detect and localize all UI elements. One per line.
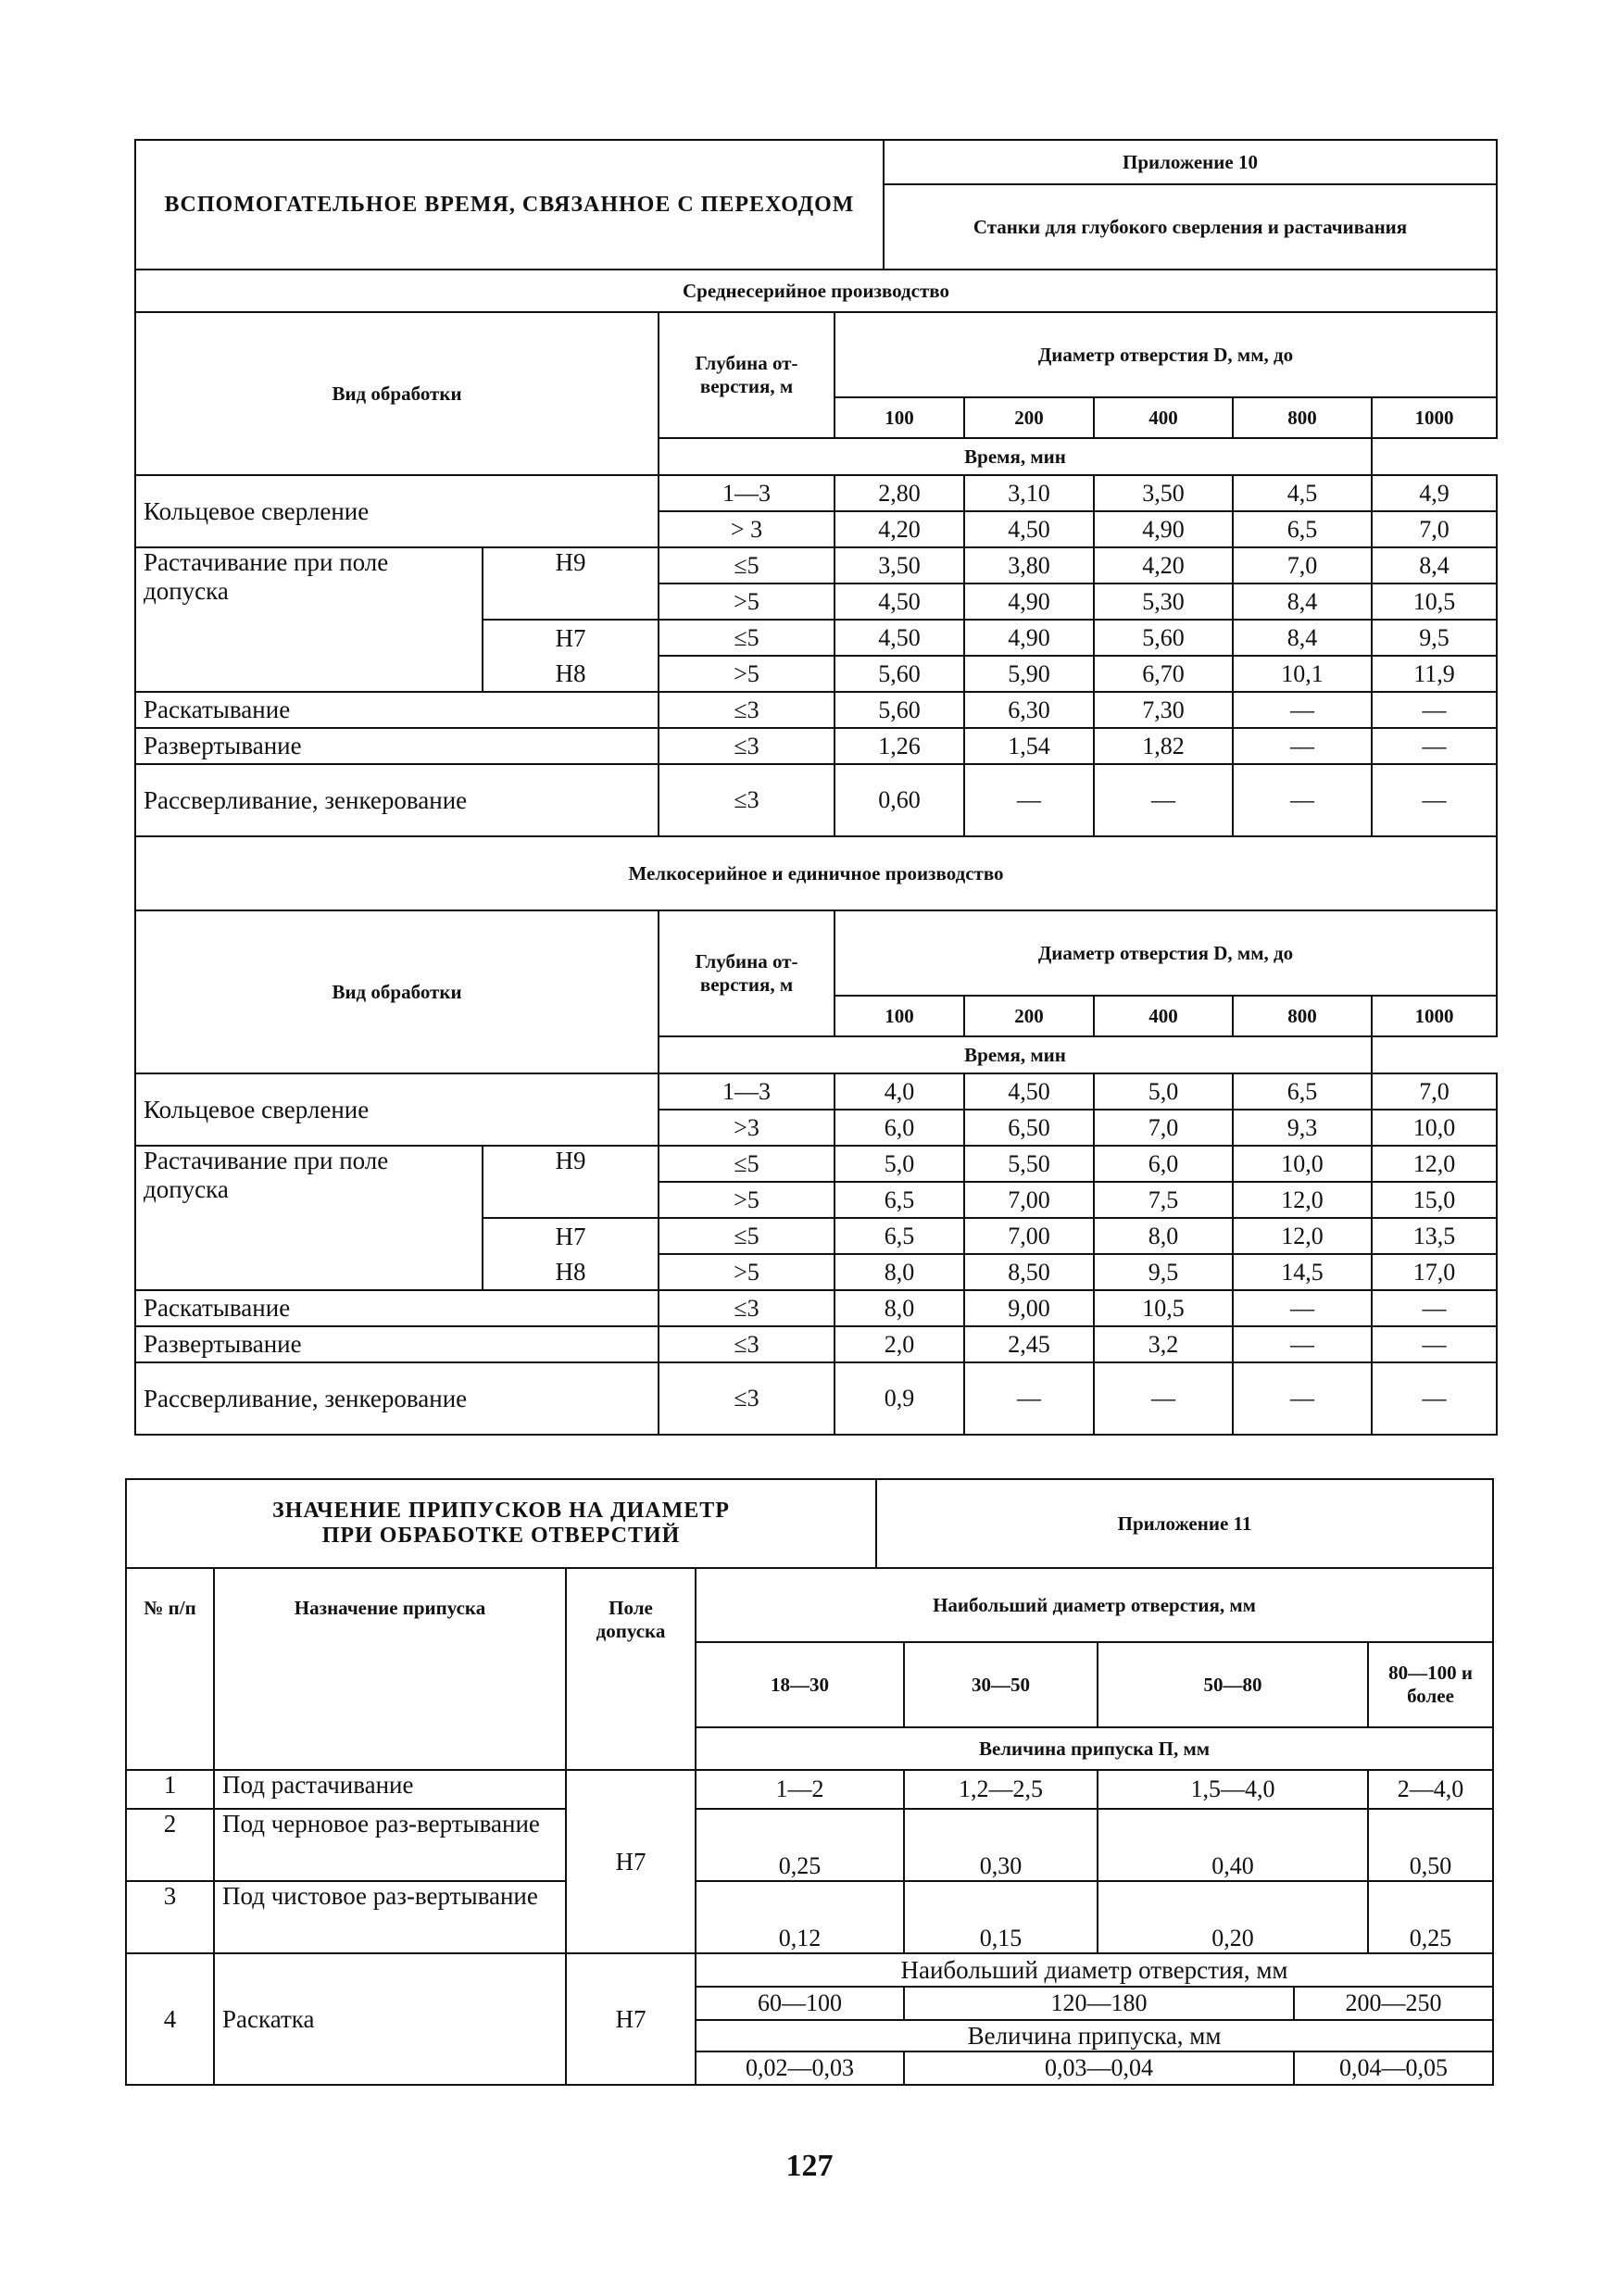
raskatka-diameter-column: 200—250 [1294,1987,1493,2020]
row-depth: ≤3 [659,692,835,728]
diameter-column-800: 800 [1233,996,1372,1036]
table-row [135,1290,1497,1326]
row-value: 1,54 [964,728,1094,764]
diameter-range-column: 80—100 и более [1368,1642,1493,1727]
appendix-11-title-block [125,1478,1494,1569]
diameter-column-200: 200 [964,397,1094,438]
row-depth: ≤5 [659,547,835,583]
row-value: 2,45 [964,1326,1094,1362]
row-value: 2,0 [835,1326,964,1362]
row-value: 15,0 [1372,1182,1497,1218]
row-value: 4,90 [1094,511,1233,547]
row-value: — [1233,728,1372,764]
row-kind: Кольцевое сверление [135,1073,659,1146]
diameter-column-400: 400 [1094,397,1233,438]
column-header-depth: Глубина от-верстия, м [659,910,835,1036]
row-value: 5,0 [1094,1073,1233,1110]
row-value: 8,4 [1233,620,1372,656]
row-kind: Растачивание при поле допуска [135,1146,483,1290]
row-value: 4,50 [835,620,964,656]
table-row [135,764,1497,836]
row-value: 11,9 [1372,656,1497,692]
appendix-10-title-block [134,139,1498,270]
row-value: — [1094,764,1233,836]
row-value: 6,0 [1094,1146,1233,1182]
row-value: 6,5 [1233,511,1372,547]
row-value: 1,5—4,0 [1098,1770,1368,1809]
row-value: 1,26 [835,728,964,764]
row-value: 12,0 [1233,1182,1372,1218]
row-value: 0,50 [1368,1809,1493,1881]
row-value: — [1372,764,1497,836]
row-value: — [1233,692,1372,728]
row-value: 4,5 [1233,475,1372,511]
row-value: 4,90 [964,620,1094,656]
row-value: 1—2 [696,1770,904,1809]
table-row [135,1073,1497,1110]
diameter-column-200: 200 [964,996,1094,1036]
row-value: 0,25 [696,1809,904,1881]
row-kind: Рассверливание, зенкерование [135,1362,659,1435]
table-row [135,1326,1497,1362]
row-value: 7,00 [964,1218,1094,1254]
diameter-column-800: 800 [1233,397,1372,438]
time-unit-header: Время, мин [659,1036,1372,1073]
raskatka-diameter-column: 120—180 [904,1987,1294,2020]
table-row [135,1146,1497,1182]
row-value: 9,3 [1233,1110,1372,1146]
row-value: 0,25 [1368,1881,1493,1953]
row-depth: 1—3 [659,1073,835,1110]
row-depth: ≤3 [659,1362,835,1435]
row-value: 0,9 [835,1362,964,1435]
row-value: 6,30 [964,692,1094,728]
row-value: — [964,764,1094,836]
row-kind: Растачивание при поле допуска [135,547,483,692]
row-depth: 1—3 [659,475,835,511]
table-row [126,1809,1493,1881]
row-value: 2,80 [835,475,964,511]
row-depth: ≤5 [659,620,835,656]
row-value: 3,2 [1094,1326,1233,1362]
row-value: 12,0 [1372,1146,1497,1182]
row-value: 0,30 [904,1809,1098,1881]
raskatka-value: 0,03—0,04 [904,2051,1294,2085]
page-number: 127 [785,2149,834,2183]
appendix-10-label: Приложение 10 [884,140,1497,184]
appendix-11-table [125,1567,1494,2086]
row-value: 4,20 [1094,547,1233,583]
diameter-range-column: 18—30 [696,1642,904,1727]
raskatka-value: 0,04—0,05 [1294,2051,1493,2085]
diameter-column-400: 400 [1094,996,1233,1036]
row-value: 7,0 [1094,1110,1233,1146]
row-number: 3 [126,1881,214,1953]
column-header-diameter: Диаметр отверстия D, мм, до [835,910,1497,996]
raskatka-value: 0,02—0,03 [696,2051,904,2085]
row-value: 6,0 [835,1110,964,1146]
row-value: 2—4,0 [1368,1770,1493,1809]
row-tolerance: H7 [483,620,659,656]
appendix-10-table [134,269,1498,1436]
row-depth: ≤5 [659,1218,835,1254]
row-value: — [1372,1326,1497,1362]
table-row [135,1362,1497,1435]
row-value: 7,0 [1233,547,1372,583]
table-row [135,547,1497,583]
row-value: 4,50 [964,1073,1094,1110]
row-value: — [1233,1326,1372,1362]
row-value: 8,50 [964,1254,1094,1290]
row-value: — [1372,728,1497,764]
row-depth: ≤3 [659,1326,835,1362]
row-purpose: Под растачивание [214,1770,566,1809]
diameter-column-100: 100 [835,397,964,438]
row-value: 6,5 [835,1182,964,1218]
section-title: Среднесерийное производство [135,270,1497,312]
section-title: Мелкосерийное и единичное производство [135,836,1497,910]
row-tolerance: H9 [483,1146,659,1218]
row-value: 0,20 [1098,1881,1368,1953]
row-value: 10,1 [1233,656,1372,692]
row-value: 9,00 [964,1290,1094,1326]
row-depth: > 3 [659,511,835,547]
diameter-column-100: 100 [835,996,964,1036]
row-depth: ≤3 [659,1290,835,1326]
row-number: 2 [126,1809,214,1881]
row-depth: >5 [659,656,835,692]
row-value: 5,30 [1094,583,1233,620]
appendix-10-machines: Станки для глубокого сверления и растачивания [884,184,1497,270]
diameter-range-column: 30—50 [904,1642,1098,1727]
row-tolerance: H7 [566,1953,696,2085]
row-value: 4,20 [835,511,964,547]
row-value: 4,0 [835,1073,964,1110]
appendix-11-title: ЗНАЧЕНИЕ ПРИПУСКОВ НА ДИАМЕТР ПРИ ОБРАБОТКЕ ОТВЕРСТИЙ [126,1479,876,1568]
row-value: — [1372,1362,1497,1435]
row-value: 1,82 [1094,728,1233,764]
row-value: 5,60 [835,656,964,692]
table-row [126,1770,1493,1809]
row-value: 7,5 [1094,1182,1233,1218]
row-purpose: Раскатка [214,1953,566,2085]
row-value: 3,50 [835,547,964,583]
row-tolerance: H7 [483,1218,659,1254]
diameter-column-1000: 1000 [1372,397,1497,438]
row-value: 4,50 [835,583,964,620]
row-value: 6,50 [964,1110,1094,1146]
row-kind: Раскатывание [135,1290,659,1326]
row-depth: ≤3 [659,764,835,836]
row-kind: Развертывание [135,728,659,764]
row-value: — [964,1362,1094,1435]
column-header-number: № п/п [126,1568,214,1770]
row-tolerance: H8 [483,656,659,692]
row-value: — [1094,1362,1233,1435]
row-value: 8,0 [1094,1218,1233,1254]
row-value: 3,50 [1094,475,1233,511]
table-row [135,692,1497,728]
row-value: — [1233,764,1372,836]
row-number: 4 [126,1953,214,2085]
row-kind: Развертывание [135,1326,659,1362]
row-value: — [1233,1290,1372,1326]
column-header-kind: Вид обработки [135,910,659,1073]
row-value: 5,0 [835,1146,964,1182]
row-depth: >5 [659,1182,835,1218]
row-value: 5,60 [835,692,964,728]
row-value: 9,5 [1094,1254,1233,1290]
row-value: 3,10 [964,475,1094,511]
raskatka-allowance-header: Величина припуска, мм [696,2020,1493,2051]
row-purpose: Под черновое раз-вертывание [214,1809,566,1881]
row-depth: >3 [659,1110,835,1146]
row-tolerance: H7 [566,1770,696,1953]
row-value: 10,5 [1094,1290,1233,1326]
row-value: 7,0 [1372,511,1497,547]
appendix-11-label: Приложение 11 [876,1479,1493,1568]
row-value: 0,12 [696,1881,904,1953]
row-value: 1,2—2,5 [904,1770,1098,1809]
column-header-diameter: Диаметр отверстия D, мм, до [835,312,1497,397]
row-value: 17,0 [1372,1254,1497,1290]
row-value: 0,15 [904,1881,1098,1953]
raskatka-diameter-column: 60—100 [696,1987,904,2020]
table-row [135,728,1497,764]
row-value: 6,5 [835,1218,964,1254]
row-value: 7,30 [1094,692,1233,728]
row-purpose: Под чистовое раз-вертывание [214,1881,566,1953]
row-value: 5,60 [1094,620,1233,656]
allowance-unit-header: Величина припуска П, мм [696,1727,1493,1770]
row-kind: Кольцевое сверление [135,475,659,547]
row-value: — [1372,692,1497,728]
row-value: 4,90 [964,583,1094,620]
row-value: 0,60 [835,764,964,836]
row-value: 8,4 [1233,583,1372,620]
row-value: 4,50 [964,511,1094,547]
column-header-diameter: Наибольший диаметр отверстия, мм [696,1568,1493,1642]
column-header-tolerance: Поле допуска [566,1568,696,1770]
row-value: 10,0 [1233,1146,1372,1182]
row-value: 13,5 [1372,1218,1497,1254]
row-value: — [1233,1362,1372,1435]
row-value: 14,5 [1233,1254,1372,1290]
row-value: 6,70 [1094,656,1233,692]
column-header-kind: Вид обработки [135,312,659,475]
row-value: 7,0 [1372,1073,1497,1110]
diameter-column-1000: 1000 [1372,996,1497,1036]
row-tolerance: H8 [483,1254,659,1290]
row-tolerance: H9 [483,547,659,620]
raskatka-diameter-header: Наибольший диаметр отверстия, мм [696,1953,1493,1987]
row-value: 7,00 [964,1182,1094,1218]
row-value: 3,80 [964,547,1094,583]
column-header-purpose: Назначение припуска [214,1568,566,1770]
row-value: 6,5 [1233,1073,1372,1110]
row-value: 8,0 [835,1290,964,1326]
row-value: 5,50 [964,1146,1094,1182]
row-depth: ≤5 [659,1146,835,1182]
appendix-10-title: ВСПОМОГАТЕЛЬНОЕ ВРЕМЯ, СВЯЗАННОЕ С ПЕРЕХОДОМ [135,140,884,270]
row-value: 5,90 [964,656,1094,692]
diameter-range-column: 50—80 [1098,1642,1368,1727]
time-unit-header: Время, мин [659,438,1372,475]
row-value: 4,9 [1372,475,1497,511]
column-header-depth: Глубина от-верстия, м [659,312,835,438]
row-depth: >5 [659,1254,835,1290]
row-kind: Раскатывание [135,692,659,728]
row-value: 8,0 [835,1254,964,1290]
row-value: 9,5 [1372,620,1497,656]
row-value: — [1372,1290,1497,1326]
row-number: 1 [126,1770,214,1809]
row-value: 12,0 [1233,1218,1372,1254]
table-row [126,1881,1493,1953]
table-row [135,475,1497,511]
row-value: 10,0 [1372,1110,1497,1146]
row-value: 8,4 [1372,547,1497,583]
row-depth: >5 [659,583,835,620]
row-value: 0,40 [1098,1809,1368,1881]
row-value: 10,5 [1372,583,1497,620]
row-kind: Рассверливание, зенкерование [135,764,659,836]
row-depth: ≤3 [659,728,835,764]
